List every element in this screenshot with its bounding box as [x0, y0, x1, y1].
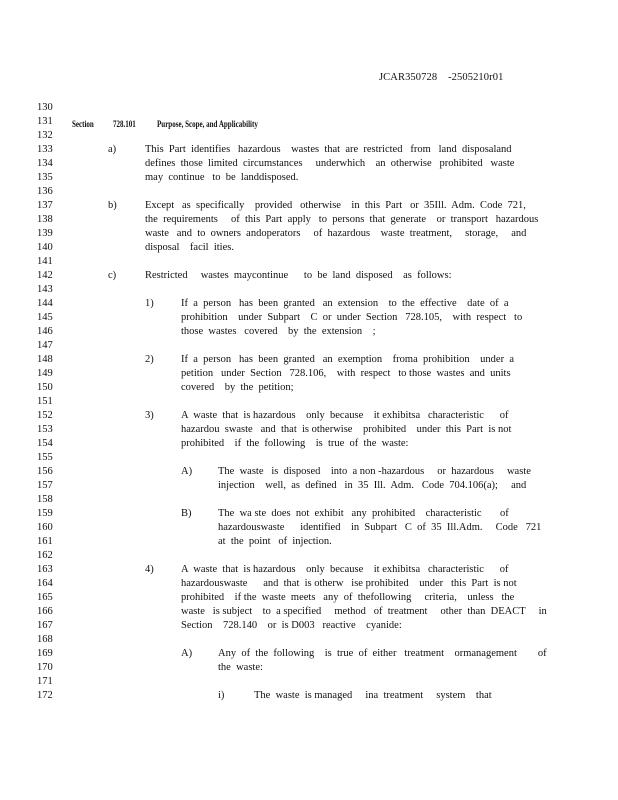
line-number: 134 — [37, 158, 53, 169]
line-number: 130 — [37, 102, 53, 113]
line-number: 154 — [37, 438, 53, 449]
item-4-marker: 4) — [145, 564, 154, 575]
line-number: 158 — [37, 494, 53, 505]
document-header-code: JCAR350728 -2505210r01 — [379, 72, 504, 83]
line-number: 169 — [37, 648, 53, 659]
line-number: 168 — [37, 634, 53, 645]
subsection-a-line: may continue to be landdisposed. — [145, 172, 299, 183]
item-3A-marker: A) — [181, 466, 193, 477]
line-number: 137 — [37, 200, 53, 211]
line-number: 149 — [37, 368, 53, 379]
line-number: 153 — [37, 424, 53, 435]
subsection-b-line: the requirements of this Part apply to persons that generate or transport hazardous — [145, 214, 539, 225]
subsection-a-marker: a) — [108, 144, 117, 155]
subsection-b-marker: b) — [108, 200, 117, 211]
item-1-line: prohibition under Subpart C or under Section 728.105, with respect to — [181, 312, 523, 323]
line-number: 159 — [37, 508, 53, 519]
line-number: 142 — [37, 270, 53, 281]
line-number: 147 — [37, 340, 53, 351]
line-number: 151 — [37, 396, 53, 407]
line-number: 157 — [37, 480, 53, 491]
item-4-line: Section 728.140 or is D003 reactive cyanide: — [181, 620, 402, 631]
subsection-b-line: Except as specifically provided otherwise in this Part or 35Ill. Adm. Code 721, — [145, 200, 526, 211]
subsection-b-line: disposal facil ities. — [145, 242, 234, 253]
item-3A-line: The waste is disposed into a non -hazardous or hazardous waste — [218, 466, 531, 477]
line-number: 172 — [37, 690, 53, 701]
item-2-line: If a person has been granted an exemption froma prohibition under a — [181, 354, 514, 365]
line-number: 140 — [37, 242, 53, 253]
line-number: 160 — [37, 522, 53, 533]
line-number: 155 — [37, 452, 53, 463]
item-4A-marker: A) — [181, 648, 193, 659]
item-3B-line: at the point of injection. — [218, 536, 332, 547]
line-number: 163 — [37, 564, 53, 575]
line-number: 132 — [37, 130, 53, 141]
line-number: 138 — [37, 214, 53, 225]
line-number: 162 — [37, 550, 53, 561]
line-number: 133 — [37, 144, 53, 155]
item-2-marker: 2) — [145, 354, 154, 365]
section-title: Purpose, Scope, and Applicability — [157, 119, 258, 129]
line-number: 156 — [37, 466, 53, 477]
item-3A-line: injection well, as defined in 35 Ill. Adm. Code 704.106(a); and — [218, 480, 527, 491]
section-number: 728.101 — [113, 119, 136, 129]
item-4A-line: Any of the following is true of either treatment ormanagement of — [218, 648, 547, 659]
line-number: 131 — [37, 116, 53, 127]
item-4-line: A waste that is hazardous only because it exhibitsa characteristic of — [181, 564, 509, 575]
item-2-line: petition under Section 728.106, with respect to those wastes and units — [181, 368, 511, 379]
line-number: 152 — [37, 410, 53, 421]
item-1-line: those wastes covered by the extension ; — [181, 326, 376, 337]
item-3-line: A waste that is hazardous only because it exhibitsa characteristic of — [181, 410, 509, 421]
line-number: 143 — [37, 284, 53, 295]
item-3-line: hazardou swaste and that is otherwise prohibited under this Part is not — [181, 424, 512, 435]
item-3B-marker: B) — [181, 508, 192, 519]
item-4Ai-line: The waste is managed ina treatment system that — [254, 690, 492, 701]
item-4Ai-marker: i) — [218, 690, 225, 701]
item-3B-line: The wa ste does not exhibit any prohibited characteristic of — [218, 508, 509, 519]
subsection-c-line: Restricted wastes maycontinue to be land disposed as follows: — [145, 270, 452, 281]
item-3-line: prohibited if the following is true of the waste: — [181, 438, 409, 449]
line-number: 145 — [37, 312, 53, 323]
item-2-line: covered by the petition; — [181, 382, 294, 393]
line-number: 141 — [37, 256, 53, 267]
line-number: 146 — [37, 326, 53, 337]
item-3B-line: hazardouswaste identified in Subpart C of 35 Ill.Adm. Code 721 — [218, 522, 542, 533]
line-number: 135 — [37, 172, 53, 183]
item-3-marker: 3) — [145, 410, 154, 421]
item-4-line: prohibited if the waste meets any of thefollowing criteria, unless the — [181, 592, 515, 603]
subsection-b-line: waste and to owners andoperators of hazardous waste treatment, storage, and — [145, 228, 527, 239]
line-number: 166 — [37, 606, 53, 617]
line-number: 161 — [37, 536, 53, 547]
line-number: 167 — [37, 620, 53, 631]
line-number: 150 — [37, 382, 53, 393]
line-number: 144 — [37, 298, 53, 309]
item-4-line: hazardouswaste and that is otherw ise prohibited under this Part is not — [181, 578, 517, 589]
item-1-line: If a person has been granted an extension to the effective date of a — [181, 298, 509, 309]
subsection-a-line: defines those limited circumstances underwhich an otherwise prohibited waste — [145, 158, 515, 169]
line-number: 148 — [37, 354, 53, 365]
line-number: 164 — [37, 578, 53, 589]
line-number: 170 — [37, 662, 53, 673]
item-4A-line: the waste: — [218, 662, 263, 673]
line-number: 165 — [37, 592, 53, 603]
line-number: 171 — [37, 676, 53, 687]
item-4-line: waste is subject to a specified method of treatment other than DEACT in — [181, 606, 547, 617]
subsection-c-marker: c) — [108, 270, 117, 281]
subsection-a-line: This Part identifies hazardous wastes that are restricted from land disposaland — [145, 144, 512, 155]
line-number: 136 — [37, 186, 53, 197]
item-1-marker: 1) — [145, 298, 154, 309]
section-label: Section — [72, 119, 94, 129]
line-number: 139 — [37, 228, 53, 239]
